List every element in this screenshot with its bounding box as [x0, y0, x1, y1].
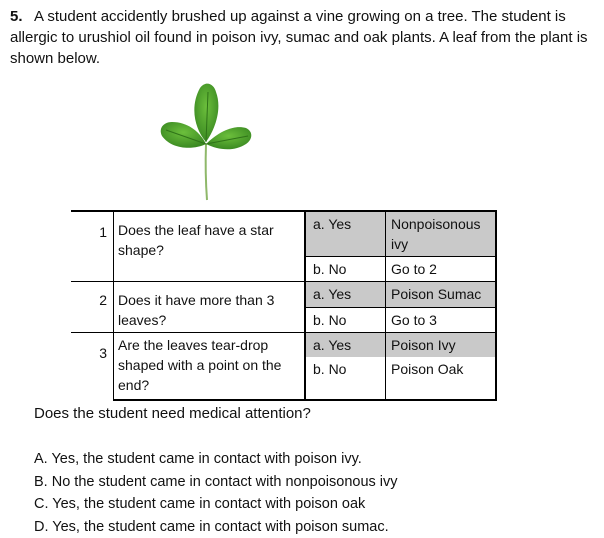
key-answer-no: b. No	[305, 307, 386, 333]
question-number: 5.	[10, 6, 34, 27]
key-result-no: Poison Oak	[386, 357, 497, 400]
key-result-yes: Poison Ivy	[386, 333, 497, 358]
choice-a[interactable]: A. Yes, the student came in contact with poison ivy.	[34, 448, 398, 471]
follow-up-question: Does the student need medical attention?	[34, 405, 311, 422]
choice-b[interactable]: B. No the student came in contact with nonpoisonous ivy	[34, 471, 398, 494]
key-answer-yes: a. Yes	[305, 333, 386, 358]
question-block	[10, 6, 595, 69]
key-result-no: Go to 2	[386, 257, 497, 282]
answer-choices	[34, 448, 398, 538]
key-step-number: 1	[71, 211, 114, 282]
dichotomous-key-table	[71, 210, 497, 401]
key-result-yes: Nonpoisonous ivy	[386, 211, 497, 257]
key-step-number: 3	[71, 333, 114, 401]
choice-d[interactable]: D. Yes, the student came in contact with poison sumac.	[34, 516, 398, 538]
key-answer-yes: a. Yes	[305, 282, 386, 308]
key-answer-yes: a. Yes	[305, 211, 386, 257]
key-question: Does the leaf have a star shape?	[114, 211, 306, 282]
key-question: Are the leaves tear-drop shaped with a point on the end?	[114, 333, 306, 401]
key-question: Does it have more than 3 leaves?	[114, 282, 306, 333]
three-leaf-icon	[156, 78, 256, 203]
question-text: A student accidently brushed up against a vine growing on a tree. The student is allergic to urushiol oil found in poison ivy, sumac and oak plants. A leaf from the plant is shown below.	[10, 8, 588, 67]
key-result-no: Go to 3	[386, 307, 497, 333]
key-result-yes: Poison Sumac	[386, 282, 497, 308]
key-answer-no: b. No	[305, 257, 386, 282]
key-answer-no: b. No	[305, 357, 386, 400]
key-step-number: 2	[71, 282, 114, 333]
choice-c[interactable]: C. Yes, the student came in contact with poison oak	[34, 493, 398, 516]
